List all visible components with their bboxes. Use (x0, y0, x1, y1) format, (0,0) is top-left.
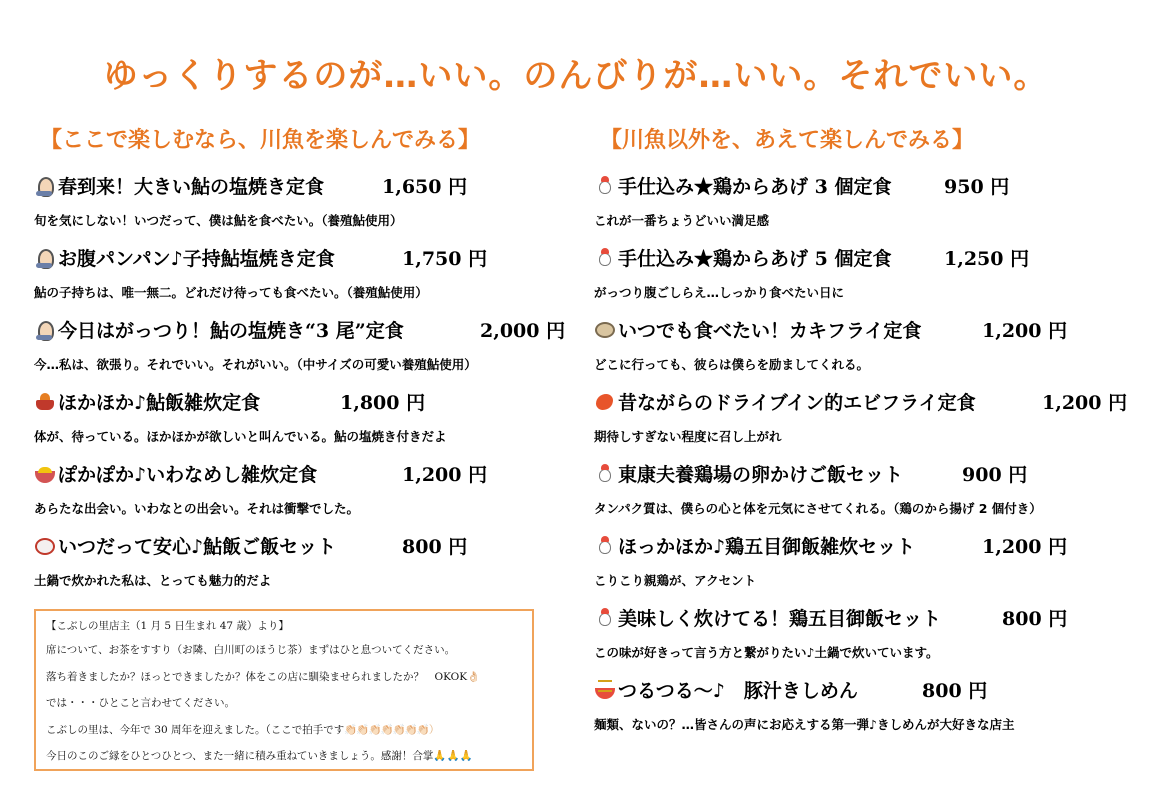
fish-icon (34, 319, 56, 341)
menu-item-description: タンパク質は、僕らの心と体を元気にさせてくれる。（鶏のから揚げ 2 個付き） (594, 501, 1042, 516)
owner-message-text: こぶしの里は、今年で 30 周年を迎えました。（ここで拍手です (46, 723, 345, 736)
menu-item-description: 麺類、ないの？…皆さんの声にお応えする第一弾♪きしめんが大好きな店主 (594, 717, 1015, 732)
menu-item (34, 316, 574, 388)
menu-item-price: 800 円 (922, 680, 988, 702)
rice-pot-icon (34, 535, 56, 557)
owner-message-line (46, 743, 522, 770)
menu-item-price: 1,800 円 (340, 392, 426, 414)
menu-item-description: この味が好きって言う方と繋がりたい♪土鍋で炊いています。 (594, 645, 939, 660)
shrimp-icon (594, 391, 616, 413)
rooster-icon (594, 175, 616, 197)
menu-item-name: ほっかほか♪鶏五目御飯雑炊セット (618, 536, 916, 558)
menu-item (594, 244, 1134, 316)
oyster-icon (594, 319, 616, 341)
menu-item (594, 460, 1134, 532)
menu-item (594, 316, 1134, 388)
menu-item-price: 1,750 円 (402, 248, 488, 270)
owner-message-text: 今日のこのご縁をひとつひとつ、また一緒に積み重ねていきましょう。感謝！合掌 (46, 750, 434, 762)
menu-item-name: 春到来！大きい鮎の塩焼き定食 (58, 176, 325, 198)
owner-message-heading: 【こぶしの里店主（1 月 5 日生まれ 47 歳）より】 (46, 620, 289, 632)
praying-hands-icon: 🙏🙏🙏 (433, 750, 473, 762)
page-headline: ゆっくりするのが…いい。のんびりが…いい。それでいい。 (103, 56, 1049, 96)
menu-item-description: どこに行っても、彼らは僕らを励ましてくれる。 (594, 357, 870, 372)
menu-item-price: 950 円 (944, 176, 1010, 198)
menu-item-description: がっつり腹ごしらえ…しっかり食べたい日に (594, 285, 845, 300)
menu-item (34, 460, 574, 532)
owner-message-box (34, 609, 534, 771)
menu-item-name: 美味しく炊けてる！鶏五目御飯セット (618, 608, 942, 630)
rooster-icon (594, 247, 616, 269)
menu-item-name: 手仕込み★鶏からあげ 5 個定食 (618, 248, 892, 270)
rooster-icon (594, 535, 616, 557)
menu-item-description: これが一番ちょうどいい満足感 (594, 213, 770, 228)
menu-item (594, 604, 1134, 676)
menu-item-description: 体が、待っている。ほかほかが欲しいと叫んでいる。鮎の塩焼き付きだよ (34, 429, 447, 444)
menu-item-price: 1,250 円 (944, 248, 1030, 270)
menu-item-name: いつだって安心♪鮎飯ご飯セット (58, 536, 337, 558)
menu-item (594, 532, 1134, 604)
menu-item-price: 900 円 (962, 464, 1028, 486)
menu-item-description: あらたな出会い。いわなとの出会い。それは衝撃でした。 (34, 501, 360, 516)
menu-item-description: 今…私は、欲張り。それでいい。それがいい。（中サイズの可愛い養殖鮎使用） (34, 357, 477, 372)
section-title-other-dishes: 【川魚以外を、あえて楽しんでみる】 (600, 128, 975, 153)
menu-item (34, 532, 574, 604)
menu-item (34, 244, 574, 316)
clapping-hands-icon: 👏🏻👏🏻👏🏻👏🏻👏🏻👏🏻👏🏻） (344, 723, 439, 736)
rooster-icon (594, 463, 616, 485)
other-dishes-menu (594, 124, 1134, 748)
menu-item-price: 1,200 円 (1042, 392, 1128, 414)
menu-item (34, 388, 574, 460)
river-fish-menu (34, 124, 574, 604)
owner-message-line: 席について、お茶をすすり（お隣、白川町のほうじ茶）まずはひと息ついてください。 (46, 644, 456, 656)
section-title-river-fish: 【ここで楽しむなら、川魚を楽しんでみる】 (40, 128, 481, 153)
owner-message-line (46, 664, 522, 691)
menu-item-description: 期待しすぎない程度に召し上がれ (594, 429, 782, 444)
menu-item-price: 1,650 円 (382, 176, 468, 198)
menu-item-name: ほかほか♪鮎飯雑炊定食 (58, 392, 261, 414)
menu-item-price: 800 円 (402, 536, 468, 558)
ok-hand-icon: 👌🏻 (467, 670, 480, 683)
menu-item-name: 今日はがっつり！鮎の塩焼き“3 尾”定食 (58, 320, 404, 342)
bowl-icon (34, 463, 56, 485)
menu-item-name: 昔ながらのドライブイン的エビフライ定食 (618, 392, 976, 414)
owner-message-line: では・・・ひとこと言わせてください。 (46, 697, 235, 709)
menu-item (594, 172, 1134, 244)
menu-item-name: お腹パンパン♪子持鮎塩焼き定食 (58, 248, 335, 270)
menu-item-name: ぽかぽか♪いわなめし雑炊定食 (58, 464, 318, 486)
fish-icon (34, 247, 56, 269)
owner-message-line (46, 717, 522, 744)
menu-item-price: 1,200 円 (982, 320, 1068, 342)
menu-item (34, 172, 574, 244)
menu-item-price: 2,000 円 (480, 320, 566, 342)
menu-item-name: いつでも食べたい！カキフライ定食 (618, 320, 922, 342)
menu-item-description: 鮎の子持ちは、唯一無二。どれだけ待っても食べたい。（養殖鮎使用） (34, 285, 428, 300)
owner-message-text: 落ち着きましたか？ほっとできましたか？体をこの店に馴染ませられましたか？ OKOK (46, 670, 468, 683)
menu-item-price: 1,200 円 (982, 536, 1068, 558)
menu-item-description: 旬を気にしない！いつだって、僕は鮎を食べたい。（養殖鮎使用） (34, 213, 403, 228)
menu-item-name: 東康夫養鶏場の卵かけご飯セット (618, 464, 904, 486)
menu-item-price: 800 円 (1002, 608, 1068, 630)
fish-icon (34, 175, 56, 197)
menu-item (594, 388, 1134, 460)
noodle-bowl-icon (594, 679, 616, 701)
menu-item-name: 手仕込み★鶏からあげ 3 個定食 (618, 176, 892, 198)
pot-icon (34, 391, 56, 413)
menu-item-name: つるつる～♪ 豚汁きしめん (618, 680, 858, 702)
menu-item-description: こりこり親鶏が、アクセント (594, 573, 757, 588)
menu-item (594, 676, 1134, 748)
menu-item-description: 土鍋で炊かれた私は、とっても魅力的だよ (34, 573, 272, 588)
rooster-icon (594, 607, 616, 629)
menu-item-price: 1,200 円 (402, 464, 488, 486)
